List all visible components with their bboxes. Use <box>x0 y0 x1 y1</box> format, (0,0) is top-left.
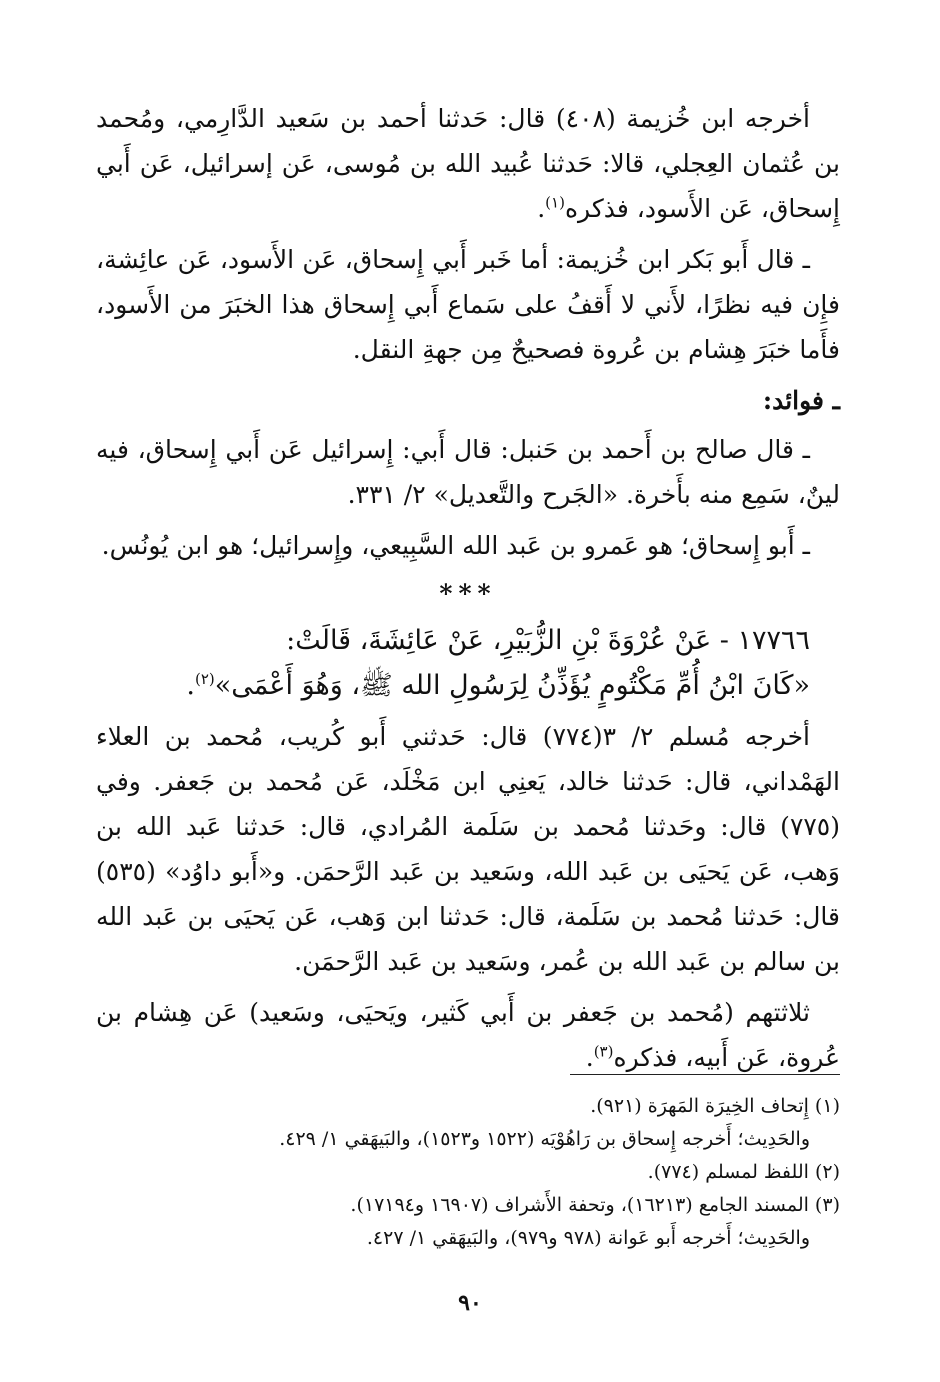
takhrij-paragraph-muslim: أخرجه مُسلم ٢/ ٣(٧٧٤) قال: حَدثني أَبو كُريب، مُحمد بن العلاء الهَمْداني، قال: حَدثنا خالد، يَعنِي ابن مَخْلَد، عَن مُحمد بن جَعفر. وفي (٧٧٥) قال: وحَدثنا مُحمد بن سَلَمة المُرادي، قال: حَدثنا عَبد الله بن وَهب، عَن يَحيَى بن عَبد الله، وسَعيد بن عَبد الرَّحمَن. و«أَبو داوُد» (٥٣٥) قال: حَدثنا مُحمد بن سَلَمة، قال: حَدثنا ابن وَهب، عَن يَحيَى بن عَبد الله بن سالم بن عَبد الله بن عُمر، وسَعيد بن عَبد الرَّحمَن. <box>96 722 840 976</box>
footnote-marker-2[interactable]: (٢) <box>195 670 215 688</box>
footnote-marker-3[interactable]: (٣) <box>593 1042 614 1061</box>
footnotes <box>96 1090 840 1255</box>
benefits-heading: ـ فوائد: <box>762 386 840 415</box>
hadith-header: ١٧٧٦٦ - عَنْ عُرْوَةَ بْنِ الزُّبَيْرِ، عَنْ عَائِشَةَ، قَالَتْ: <box>286 625 810 656</box>
footnote-divider <box>570 1074 840 1075</box>
commentary-paragraph-abu-bakr: ـ قال أَبو بَكر ابن خُزيمة: أما خَبر أَبي إِسحاق، عَن الأَسود، عَن عائِشة، فإِن فيه نظرًا، لأَني لا أَقفُ على سَماع أَبي إِسحاق هذا الخبَرَ من الأَسود، فأَما خبَرَ هِشام بن عُروة فصحيحٌ مِن جهةِ النقل. <box>96 245 840 364</box>
benefit-item-abu-ishaq: ـ أَبو إِسحاق؛ هو عَمرو بن عَبد الله السَّبِيعي، وإِسرائيل؛ هو ابن يُونُس. <box>101 531 810 560</box>
benefit-item-saleh: ـ قال صالح بن أَحمد بن حَنبل: قال أَبي: إِسرائيل عَن أَبي إِسحاق، فيه لينٌ، سَمِع منه بأَخرة. «الجَرح والتَّعديل» ٢/ ٣٣١. <box>96 435 840 509</box>
footnote-1-continuation: والحَدِيث؛ أَخرجه إِسحاق بن رَاهُوْيَه (١٥٢٢ و١٥٢٣)، والبَيهَقي ١/ ٤٢٩. <box>279 1128 810 1150</box>
takhrij-paragraph-ibn-khuzaima: أخرجه ابن خُزيمة (٤٠٨) قال: حَدثنا أحمد بن سَعيد الدَّارِمي، ومُحمد بن عُثمان العِجلي، قالا: حَدثنا عُبيد الله بن مُوسى، عَن إسرائيل، عَن أَبي إِسحاق، عَن الأَسود، فذكره$^{(١)}$. <box>96 104 840 223</box>
paragraph-text: أخرجه ابن خُزيمة (٤٠٨) قال: حَدثنا أحمد بن سَعيد الدَّارِمي، ومُحمد بن عُثمان العِجلي، قالا: حَدثنا عُبيد الله بن مُوسى، عَن إسرائيل، عَن أَبي إِسحاق، عَن الأَسود، فذكره <box>96 104 840 223</box>
footnote-3-continuation: والحَدِيث؛ أَخرجه أَبو عَوانة (٩٧٨ و٩٧٩)، والبَيهَقي ١/ ٤٢٧. <box>366 1227 810 1249</box>
section-separator: *** <box>439 579 497 608</box>
hadith-text: «كَانَ ابْنُ أُمِّ مَكْتُومٍ يُؤَذِّنُ لِرَسُولِ الله ﷺ، وَهُوَ أَعْمَى»$^{(٢)}$. <box>186 670 810 701</box>
footnote-1: (١) إِتحاف الخِيرَة المَهرَة (٩٢١). <box>590 1095 840 1117</box>
page-number: ٩٠ <box>458 1290 482 1316</box>
footnote-marker-1[interactable]: (١) <box>545 193 565 212</box>
summary-text: ثلاثتهم (مُحمد بن جَعفر بن أَبي كَثير، ويَحيَى، وسَعيد) عَن هِشام بن عُروة، عَن أَبيه، فذكره <box>96 998 840 1072</box>
hadith-matn: «كَانَ ابْنُ أُمِّ مَكْتُومٍ يُؤَذِّنُ لِرَسُولِ الله ﷺ، وَهُوَ أَعْمَى» <box>214 670 810 701</box>
main-text <box>96 96 840 1086</box>
footnote-2: (٢) اللفظ لمسلم (٧٧٤). <box>647 1161 840 1183</box>
footnote-3: (٣) المسند الجامع (١٦٢١٣)، وتحفة الأَشراف (١٦٩٠٧ و١٧١٩٤). <box>350 1194 840 1216</box>
summary-paragraph: ثلاثتهم (مُحمد بن جَعفر بن أَبي كَثير، ويَحيَى، وسَعيد) عَن هِشام بن عُروة، عَن أَبيه، فذكره$^{(٣)}$. <box>96 998 840 1072</box>
